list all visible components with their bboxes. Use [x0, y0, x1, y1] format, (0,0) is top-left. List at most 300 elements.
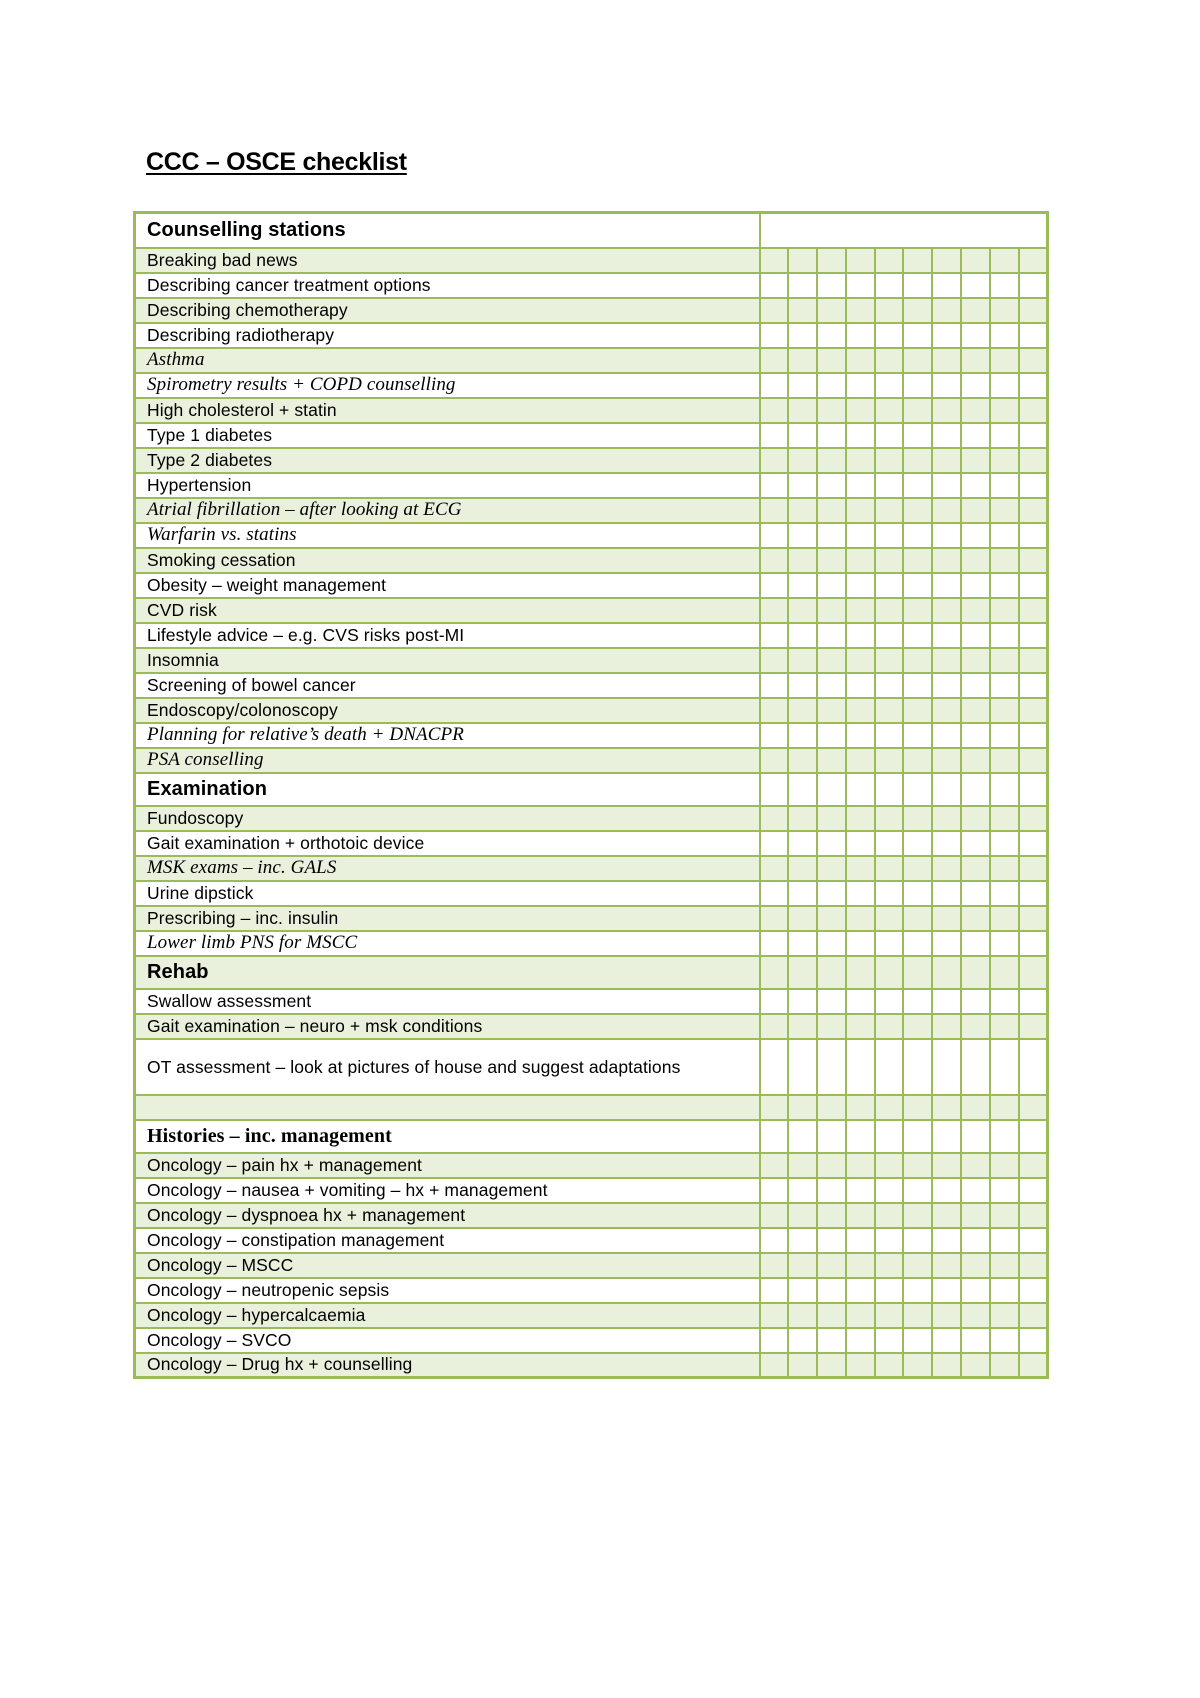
tick-box[interactable] — [875, 931, 904, 956]
tick-box[interactable] — [990, 273, 1019, 298]
tick-box[interactable] — [817, 723, 846, 748]
tick-box[interactable] — [903, 1353, 932, 1378]
tick-box[interactable] — [846, 881, 875, 906]
tick-box[interactable] — [903, 1203, 932, 1228]
tick-box[interactable] — [788, 1014, 817, 1039]
tick-box[interactable] — [990, 323, 1019, 348]
tick-box[interactable] — [903, 1303, 932, 1328]
tick-box[interactable] — [932, 1328, 961, 1353]
tick-box[interactable] — [990, 1328, 1019, 1353]
tick-box[interactable] — [875, 1095, 904, 1120]
tick-box[interactable] — [846, 1253, 875, 1278]
tick-box[interactable] — [961, 931, 990, 956]
tick-box[interactable] — [932, 1203, 961, 1228]
tick-box[interactable] — [990, 1253, 1019, 1278]
tick-box[interactable] — [817, 748, 846, 773]
tick-box[interactable] — [1019, 573, 1048, 598]
tick-box[interactable] — [961, 648, 990, 673]
tick-box[interactable] — [903, 623, 932, 648]
tick-box[interactable] — [932, 698, 961, 723]
tick-box[interactable] — [932, 598, 961, 623]
tick-box[interactable] — [817, 931, 846, 956]
tick-box[interactable] — [1019, 748, 1048, 773]
tick-box[interactable] — [1019, 1253, 1048, 1278]
tick-box[interactable] — [875, 548, 904, 573]
tick-box[interactable] — [788, 573, 817, 598]
tick-box[interactable] — [903, 348, 932, 373]
tick-box[interactable] — [932, 773, 961, 806]
tick-box[interactable] — [875, 273, 904, 298]
tick-box[interactable] — [990, 548, 1019, 573]
tick-box[interactable] — [903, 473, 932, 498]
tick-box[interactable] — [788, 423, 817, 448]
tick-box[interactable] — [760, 323, 789, 348]
tick-box[interactable] — [1019, 248, 1048, 273]
tick-box[interactable] — [932, 931, 961, 956]
tick-box[interactable] — [961, 1203, 990, 1228]
tick-box[interactable] — [903, 1328, 932, 1353]
tick-box[interactable] — [817, 856, 846, 881]
tick-box[interactable] — [875, 423, 904, 448]
tick-box[interactable] — [875, 989, 904, 1014]
tick-box[interactable] — [990, 423, 1019, 448]
tick-box[interactable] — [875, 1353, 904, 1378]
tick-box[interactable] — [1019, 523, 1048, 548]
tick-box[interactable] — [875, 881, 904, 906]
tick-box[interactable] — [788, 856, 817, 881]
tick-box[interactable] — [846, 498, 875, 523]
tick-box[interactable] — [932, 573, 961, 598]
tick-box[interactable] — [846, 698, 875, 723]
tick-box[interactable] — [846, 1328, 875, 1353]
tick-box[interactable] — [932, 806, 961, 831]
tick-box[interactable] — [875, 573, 904, 598]
tick-box[interactable] — [961, 423, 990, 448]
tick-box[interactable] — [817, 806, 846, 831]
tick-box[interactable] — [1019, 648, 1048, 673]
tick-box[interactable] — [932, 473, 961, 498]
tick-box[interactable] — [903, 1039, 932, 1095]
tick-box[interactable] — [760, 1014, 789, 1039]
tick-box[interactable] — [1019, 956, 1048, 989]
tick-box[interactable] — [990, 1353, 1019, 1378]
tick-box[interactable] — [1019, 1303, 1048, 1328]
tick-box[interactable] — [1019, 598, 1048, 623]
tick-box[interactable] — [961, 1278, 990, 1303]
tick-box[interactable] — [788, 1153, 817, 1178]
tick-box[interactable] — [903, 423, 932, 448]
tick-box[interactable] — [990, 623, 1019, 648]
tick-box[interactable] — [1019, 348, 1048, 373]
tick-box[interactable] — [760, 1153, 789, 1178]
tick-box[interactable] — [875, 1303, 904, 1328]
tick-box[interactable] — [990, 1203, 1019, 1228]
tick-box[interactable] — [846, 348, 875, 373]
tick-box[interactable] — [961, 1303, 990, 1328]
tick-box[interactable] — [990, 723, 1019, 748]
tick-box[interactable] — [875, 473, 904, 498]
tick-box[interactable] — [903, 989, 932, 1014]
tick-box[interactable] — [961, 348, 990, 373]
tick-box[interactable] — [903, 1153, 932, 1178]
tick-box[interactable] — [846, 1278, 875, 1303]
tick-box[interactable] — [817, 1095, 846, 1120]
tick-box[interactable] — [817, 248, 846, 273]
tick-box[interactable] — [990, 523, 1019, 548]
tick-box[interactable] — [788, 831, 817, 856]
tick-box[interactable] — [932, 273, 961, 298]
tick-box[interactable] — [903, 1120, 932, 1153]
tick-box[interactable] — [846, 448, 875, 473]
tick-box[interactable] — [961, 1039, 990, 1095]
tick-box[interactable] — [961, 748, 990, 773]
tick-box[interactable] — [903, 298, 932, 323]
tick-box[interactable] — [903, 523, 932, 548]
tick-box[interactable] — [817, 906, 846, 931]
tick-box[interactable] — [817, 548, 846, 573]
tick-box[interactable] — [903, 1228, 932, 1253]
tick-box[interactable] — [846, 523, 875, 548]
tick-box[interactable] — [961, 373, 990, 398]
tick-box[interactable] — [846, 956, 875, 989]
tick-box[interactable] — [817, 698, 846, 723]
tick-box[interactable] — [817, 598, 846, 623]
tick-box[interactable] — [875, 1203, 904, 1228]
tick-box[interactable] — [788, 1178, 817, 1203]
tick-box[interactable] — [932, 881, 961, 906]
tick-box[interactable] — [961, 1178, 990, 1203]
tick-box[interactable] — [817, 989, 846, 1014]
tick-box[interactable] — [932, 956, 961, 989]
tick-box[interactable] — [1019, 423, 1048, 448]
tick-box[interactable] — [788, 273, 817, 298]
tick-box[interactable] — [990, 448, 1019, 473]
tick-box[interactable] — [903, 1178, 932, 1203]
tick-box[interactable] — [875, 448, 904, 473]
tick-box[interactable] — [990, 989, 1019, 1014]
tick-box[interactable] — [903, 673, 932, 698]
tick-box[interactable] — [961, 1328, 990, 1353]
tick-box[interactable] — [846, 1353, 875, 1378]
tick-box[interactable] — [961, 523, 990, 548]
tick-box[interactable] — [788, 773, 817, 806]
tick-box[interactable] — [1019, 989, 1048, 1014]
tick-box[interactable] — [788, 806, 817, 831]
tick-box[interactable] — [875, 1039, 904, 1095]
tick-box[interactable] — [1019, 673, 1048, 698]
tick-box[interactable] — [903, 273, 932, 298]
tick-box[interactable] — [788, 1228, 817, 1253]
tick-box[interactable] — [817, 498, 846, 523]
tick-box[interactable] — [932, 298, 961, 323]
tick-box[interactable] — [932, 373, 961, 398]
tick-box[interactable] — [990, 931, 1019, 956]
tick-box[interactable] — [903, 648, 932, 673]
tick-box[interactable] — [961, 598, 990, 623]
tick-box[interactable] — [788, 248, 817, 273]
tick-box[interactable] — [903, 373, 932, 398]
tick-box[interactable] — [961, 573, 990, 598]
tick-box[interactable] — [760, 423, 789, 448]
tick-box[interactable] — [990, 1228, 1019, 1253]
tick-box[interactable] — [1019, 448, 1048, 473]
tick-box[interactable] — [817, 1353, 846, 1378]
tick-box[interactable] — [817, 773, 846, 806]
tick-box[interactable] — [760, 1328, 789, 1353]
tick-box[interactable] — [961, 1014, 990, 1039]
tick-box[interactable] — [760, 473, 789, 498]
tick-box[interactable] — [875, 1328, 904, 1353]
tick-box[interactable] — [760, 598, 789, 623]
tick-box[interactable] — [846, 806, 875, 831]
tick-box[interactable] — [1019, 1120, 1048, 1153]
tick-box[interactable] — [788, 548, 817, 573]
tick-box[interactable] — [903, 1014, 932, 1039]
tick-box[interactable] — [817, 1153, 846, 1178]
tick-box[interactable] — [846, 723, 875, 748]
tick-box[interactable] — [1019, 1328, 1048, 1353]
tick-box[interactable] — [817, 1120, 846, 1153]
tick-box[interactable] — [817, 1178, 846, 1203]
tick-box[interactable] — [903, 548, 932, 573]
tick-box[interactable] — [788, 673, 817, 698]
tick-box[interactable] — [961, 856, 990, 881]
tick-box[interactable] — [961, 698, 990, 723]
tick-box[interactable] — [760, 373, 789, 398]
tick-box[interactable] — [788, 373, 817, 398]
tick-box[interactable] — [846, 906, 875, 931]
tick-box[interactable] — [875, 623, 904, 648]
tick-box[interactable] — [961, 881, 990, 906]
tick-box[interactable] — [903, 856, 932, 881]
tick-box[interactable] — [1019, 881, 1048, 906]
tick-box[interactable] — [875, 773, 904, 806]
tick-box[interactable] — [1019, 698, 1048, 723]
tick-box[interactable] — [932, 1039, 961, 1095]
tick-box[interactable] — [990, 673, 1019, 698]
tick-box[interactable] — [1019, 623, 1048, 648]
tick-box[interactable] — [961, 248, 990, 273]
tick-box[interactable] — [903, 906, 932, 931]
tick-box[interactable] — [1019, 1178, 1048, 1203]
tick-box[interactable] — [903, 806, 932, 831]
tick-box[interactable] — [990, 398, 1019, 423]
tick-box[interactable] — [990, 1014, 1019, 1039]
tick-box[interactable] — [788, 448, 817, 473]
tick-box[interactable] — [1019, 1014, 1048, 1039]
tick-box[interactable] — [875, 323, 904, 348]
tick-box[interactable] — [817, 423, 846, 448]
tick-box[interactable] — [961, 723, 990, 748]
tick-box[interactable] — [846, 1120, 875, 1153]
tick-box[interactable] — [932, 623, 961, 648]
tick-box[interactable] — [932, 1014, 961, 1039]
tick-box[interactable] — [903, 748, 932, 773]
tick-box[interactable] — [760, 1253, 789, 1278]
tick-box[interactable] — [788, 881, 817, 906]
tick-box[interactable] — [788, 1039, 817, 1095]
tick-box[interactable] — [903, 956, 932, 989]
tick-box[interactable] — [875, 906, 904, 931]
tick-box[interactable] — [875, 1178, 904, 1203]
tick-box[interactable] — [817, 1039, 846, 1095]
tick-box[interactable] — [990, 1303, 1019, 1328]
tick-box[interactable] — [788, 1278, 817, 1303]
tick-box[interactable] — [875, 1228, 904, 1253]
tick-box[interactable] — [1019, 723, 1048, 748]
tick-box[interactable] — [903, 1253, 932, 1278]
tick-box[interactable] — [760, 548, 789, 573]
tick-box[interactable] — [817, 831, 846, 856]
tick-box[interactable] — [961, 448, 990, 473]
tick-box[interactable] — [760, 648, 789, 673]
tick-box[interactable] — [788, 348, 817, 373]
tick-box[interactable] — [990, 881, 1019, 906]
tick-box[interactable] — [990, 1153, 1019, 1178]
tick-box[interactable] — [932, 1178, 961, 1203]
tick-box[interactable] — [932, 1153, 961, 1178]
tick-box[interactable] — [760, 1203, 789, 1228]
tick-box[interactable] — [760, 1228, 789, 1253]
tick-box[interactable] — [961, 548, 990, 573]
tick-box[interactable] — [903, 248, 932, 273]
tick-box[interactable] — [1019, 1039, 1048, 1095]
tick-box[interactable] — [760, 523, 789, 548]
tick-box[interactable] — [990, 773, 1019, 806]
tick-box[interactable] — [846, 1039, 875, 1095]
tick-box[interactable] — [1019, 856, 1048, 881]
tick-box[interactable] — [760, 773, 789, 806]
tick-box[interactable] — [788, 1353, 817, 1378]
tick-box[interactable] — [817, 298, 846, 323]
tick-box[interactable] — [961, 1228, 990, 1253]
tick-box[interactable] — [875, 348, 904, 373]
tick-box[interactable] — [760, 881, 789, 906]
tick-box[interactable] — [788, 1120, 817, 1153]
tick-box[interactable] — [990, 598, 1019, 623]
tick-box[interactable] — [846, 248, 875, 273]
tick-box[interactable] — [760, 1278, 789, 1303]
tick-box[interactable] — [990, 498, 1019, 523]
tick-box[interactable] — [817, 956, 846, 989]
tick-box[interactable] — [760, 931, 789, 956]
tick-box[interactable] — [846, 598, 875, 623]
tick-box[interactable] — [846, 1153, 875, 1178]
tick-box[interactable] — [903, 573, 932, 598]
tick-box[interactable] — [903, 881, 932, 906]
tick-box[interactable] — [817, 273, 846, 298]
tick-box[interactable] — [875, 498, 904, 523]
tick-box[interactable] — [1019, 773, 1048, 806]
tick-box[interactable] — [875, 1120, 904, 1153]
tick-box[interactable] — [1019, 323, 1048, 348]
tick-box[interactable] — [990, 831, 1019, 856]
tick-box[interactable] — [817, 1278, 846, 1303]
tick-box[interactable] — [875, 956, 904, 989]
tick-box[interactable] — [760, 956, 789, 989]
tick-box[interactable] — [961, 398, 990, 423]
tick-box[interactable] — [846, 273, 875, 298]
tick-box[interactable] — [846, 931, 875, 956]
tick-box[interactable] — [932, 831, 961, 856]
tick-box[interactable] — [990, 573, 1019, 598]
tick-box[interactable] — [932, 989, 961, 1014]
tick-box[interactable] — [961, 831, 990, 856]
tick-box[interactable] — [760, 1178, 789, 1203]
tick-box[interactable] — [932, 1353, 961, 1378]
tick-box[interactable] — [760, 298, 789, 323]
tick-box[interactable] — [1019, 931, 1048, 956]
tick-box[interactable] — [788, 931, 817, 956]
tick-box[interactable] — [788, 1253, 817, 1278]
tick-box[interactable] — [788, 989, 817, 1014]
tick-box[interactable] — [788, 323, 817, 348]
tick-box[interactable] — [932, 673, 961, 698]
tick-box[interactable] — [875, 856, 904, 881]
tick-box[interactable] — [1019, 806, 1048, 831]
tick-box[interactable] — [932, 398, 961, 423]
tick-box[interactable] — [788, 698, 817, 723]
tick-box[interactable] — [1019, 831, 1048, 856]
tick-box[interactable] — [932, 248, 961, 273]
tick-box[interactable] — [903, 448, 932, 473]
tick-box[interactable] — [932, 1253, 961, 1278]
tick-box[interactable] — [875, 831, 904, 856]
tick-box[interactable] — [846, 373, 875, 398]
tick-box[interactable] — [990, 1039, 1019, 1095]
tick-box[interactable] — [1019, 373, 1048, 398]
tick-box[interactable] — [1019, 398, 1048, 423]
tick-box[interactable] — [903, 323, 932, 348]
tick-box[interactable] — [760, 989, 789, 1014]
tick-box[interactable] — [875, 398, 904, 423]
tick-box[interactable] — [788, 298, 817, 323]
tick-box[interactable] — [788, 1303, 817, 1328]
tick-box[interactable] — [990, 806, 1019, 831]
tick-box[interactable] — [760, 273, 789, 298]
tick-box[interactable] — [1019, 1095, 1048, 1120]
tick-box[interactable] — [846, 1228, 875, 1253]
tick-box[interactable] — [961, 1353, 990, 1378]
tick-box[interactable] — [961, 1153, 990, 1178]
tick-box[interactable] — [760, 673, 789, 698]
tick-box[interactable] — [990, 748, 1019, 773]
tick-box[interactable] — [932, 498, 961, 523]
tick-box[interactable] — [817, 623, 846, 648]
tick-box[interactable] — [760, 573, 789, 598]
tick-box[interactable] — [788, 473, 817, 498]
tick-box[interactable] — [817, 348, 846, 373]
tick-box[interactable] — [903, 698, 932, 723]
tick-box[interactable] — [846, 323, 875, 348]
tick-box[interactable] — [817, 1203, 846, 1228]
tick-box[interactable] — [903, 1278, 932, 1303]
tick-box[interactable] — [846, 473, 875, 498]
tick-box[interactable] — [990, 348, 1019, 373]
tick-box[interactable] — [961, 673, 990, 698]
tick-box[interactable] — [788, 598, 817, 623]
tick-box[interactable] — [788, 623, 817, 648]
tick-box[interactable] — [990, 373, 1019, 398]
tick-box[interactable] — [875, 748, 904, 773]
tick-box[interactable] — [990, 1278, 1019, 1303]
tick-box[interactable] — [788, 748, 817, 773]
tick-box[interactable] — [817, 1014, 846, 1039]
tick-box[interactable] — [817, 398, 846, 423]
tick-box[interactable] — [932, 1120, 961, 1153]
tick-box[interactable] — [760, 1353, 789, 1378]
tick-box[interactable] — [760, 1303, 789, 1328]
